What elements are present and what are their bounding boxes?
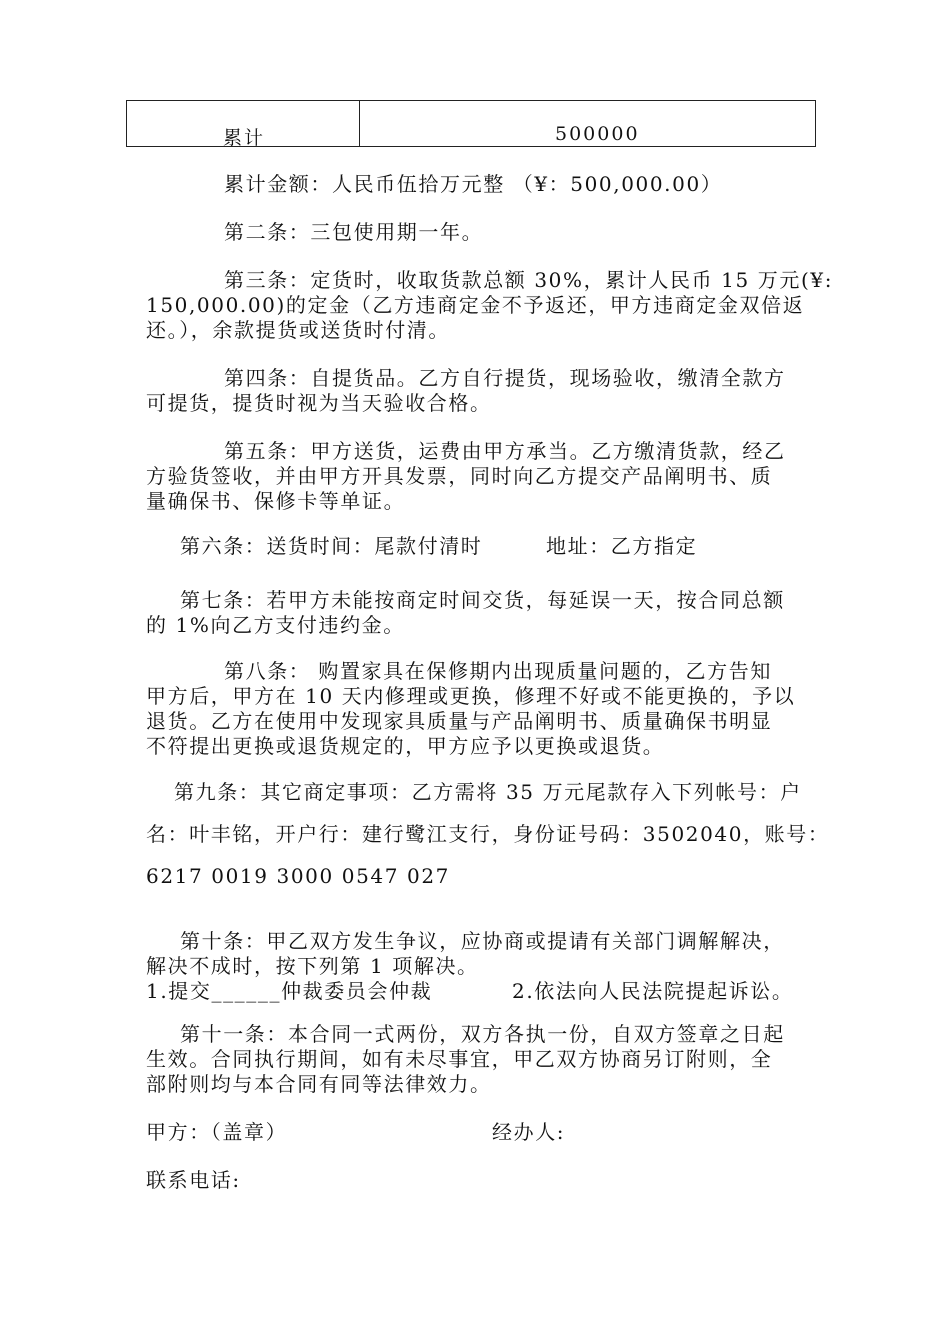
table-divider	[359, 101, 360, 146]
article-5-line-2: 方验货签收，并由甲方开具发票，同时向乙方提交产品阐明书、质	[146, 464, 773, 488]
article-5-line-3: 量确保书、保修卡等单证。	[146, 489, 406, 513]
article-2: 第二条：三包使用期一年。	[224, 220, 484, 244]
article-11-line-1: 第十一条：本合同一式两份，双方各执一份，自双方签章之日起	[180, 1022, 785, 1046]
article-11-line-3: 部附则均与本合同有同等法律效力。	[146, 1072, 492, 1096]
article-3-line-1: 第三条：定货时，收取货款总额 30%，累计人民币 15 万元(¥:	[224, 268, 834, 292]
party-a-seal: 甲方：（盖章）	[146, 1120, 288, 1144]
article-8-line-1: 第八条： 购置家具在保修期内出现质量问题的，乙方告知	[224, 659, 772, 683]
article-10-option-1: 1.提交______仲裁委员会仲裁	[146, 979, 433, 1003]
agent-label: 经办人:	[492, 1120, 566, 1144]
article-5-line-1: 第五条：甲方送货，运费由甲方承当。乙方缴清货款，经乙	[224, 439, 786, 463]
article-9-account: 6217 0019 3000 0547 027	[146, 864, 450, 888]
article-3-line-2: 150,000.00)的定金（乙方违商定金不予返还，甲方违商定金双倍返	[146, 293, 805, 317]
table-value-cell: 500000	[555, 123, 640, 145]
article-4-line-2: 可提货，提货时视为当天验收合格。	[146, 391, 492, 415]
article-11-line-2: 生效。合同执行期间，如有未尽事宜，甲乙双方协商另订附则，全	[146, 1047, 773, 1071]
article-10-line-2: 解决不成时，按下列第 1 项解决。	[146, 954, 479, 978]
article-4-line-1: 第四条：自提货品。乙方自行提货，现场验收，缴清全款方	[224, 366, 786, 390]
article-3-line-3: 还。），余款提货或送货时付清。	[146, 318, 450, 342]
table-label-cell: 累计	[223, 127, 266, 149]
article-9-line-2: 名：叶丰铭，开户行：建行鹭江支行，身份证号码：3502040，账号：	[146, 822, 830, 846]
article-9-line-1: 第九条：其它商定事项：乙方需将 35 万元尾款存入下列帐号：户	[174, 780, 802, 804]
article-8-line-4: 不符提出更换或退货规定的，甲方应予以更换或退货。	[146, 734, 665, 758]
article-7-line-2: 的 1%向乙方支付违约金。	[146, 613, 405, 637]
article-10-option-2: 2.依法向人民法院提起诉讼。	[512, 979, 794, 1003]
article-10-line-1: 第十条：甲乙双方发生争议，应协商或提请有关部门调解解决，	[180, 929, 785, 953]
total-amount: 累计金额：人民币伍拾万元整 （¥：500,000.00）	[224, 172, 723, 196]
contact-phone-label: 联系电话:	[146, 1168, 241, 1192]
article-7-line-1: 第七条：若甲方未能按商定时间交货，每延误一天，按合同总额	[180, 588, 785, 612]
article-6-address: 地址：乙方指定	[546, 534, 698, 558]
article-8-line-3: 退货。乙方在使用中发现家具质量与产品阐明书、质量确保书明显	[146, 709, 773, 733]
total-table	[126, 100, 816, 147]
article-8-line-2: 甲方后，甲方在 10 天内修理或更换，修理不好或不能更换的，予以	[146, 684, 796, 708]
article-6: 第六条：送货时间：尾款付清时	[180, 534, 483, 558]
